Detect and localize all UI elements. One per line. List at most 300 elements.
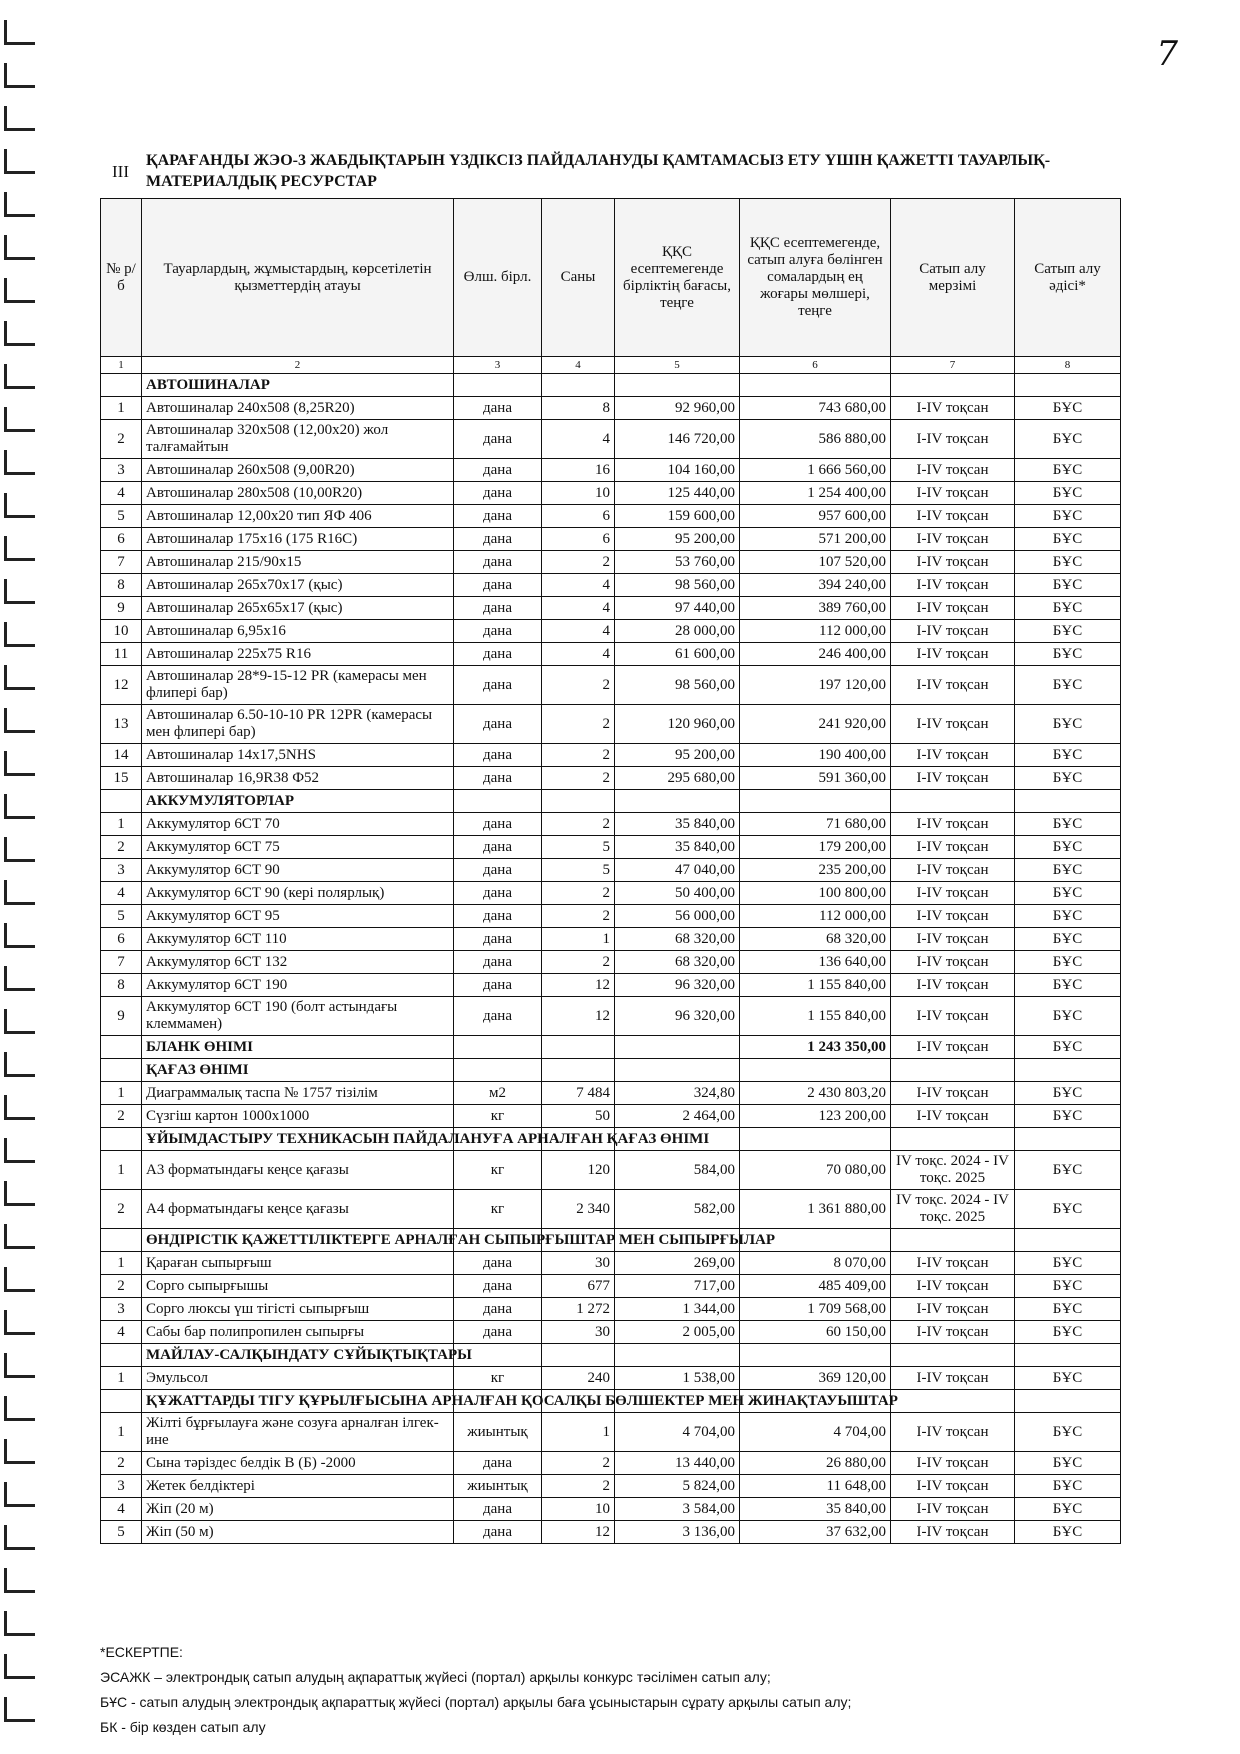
cell-number (101, 790, 142, 813)
cell-method: БҰС (1015, 505, 1121, 528)
cell-quantity: 12 (542, 974, 615, 997)
section-name: АККУМУЛЯТОРЛАР (142, 790, 454, 813)
column-number: 2 (142, 357, 454, 374)
cell-number: 11 (101, 643, 142, 666)
cell-method (1015, 1344, 1121, 1367)
cell-number: 8 (101, 574, 142, 597)
cell-unit: дана (454, 397, 542, 420)
binding-mark (4, 106, 35, 131)
cell-unit: кг (454, 1190, 542, 1229)
cell-number: 4 (101, 1498, 142, 1521)
cell-method: БҰС (1015, 1452, 1121, 1475)
cell-unit-price: 96 320,00 (615, 997, 740, 1036)
cell-total (740, 1059, 891, 1082)
cell-name: Автошиналар 260х508 (9,00R20) (142, 459, 454, 482)
cell-total: 586 880,00 (740, 420, 891, 459)
cell-number: 7 (101, 551, 142, 574)
cell-method: БҰС (1015, 951, 1121, 974)
cell-period: I-IV тоқсан (891, 620, 1015, 643)
cell-name: Аккумулятор 6СТ 90 (кері полярлық) (142, 882, 454, 905)
section-row (101, 790, 1121, 813)
binding-mark (4, 1009, 35, 1034)
cell-number: 14 (101, 744, 142, 767)
section-name: ҚҰЖАТТАРДЫ ТІГУ ҚҰРЫЛҒЫСЫНА АРНАЛҒАН ҚОСАЛҚЫ БӨЛШЕКТЕР МЕН ЖИНАҚТАУЫШТАР (142, 1390, 454, 1413)
column-number: 3 (454, 357, 542, 374)
cell-method: БҰС (1015, 1367, 1121, 1390)
section-title-text: ҚАРАҒАНДЫ ЖЭО-3 ЖАБДЫҚТАРЫН ҮЗДІКСІЗ ПАЙДАЛАНУДЫ ҚАМТАМАСЫЗ ЕТУ ҮШІН ҚАЖЕТТІ ТАУАРЛЫҚ-МАТЕРИАЛДЫҚ РЕСУРСТАР (146, 152, 1051, 190)
table-header-row (101, 199, 1121, 357)
section-name: МАЙЛАУ-САЛҚЫНДАТУ СҰЙЫҚТЫҚТАРЫ (142, 1344, 454, 1367)
binding-mark (4, 1181, 35, 1206)
cell-method (1015, 1229, 1121, 1252)
cell-name: Автошиналар 225х75 R16 (142, 643, 454, 666)
cell-quantity: 8 (542, 397, 615, 420)
cell-quantity: 7 484 (542, 1082, 615, 1105)
cell-unit-price: 68 320,00 (615, 928, 740, 951)
cell-total (740, 374, 891, 397)
cell-period: I-IV тоқсан (891, 859, 1015, 882)
cell-method: БҰС (1015, 1036, 1121, 1059)
cell-number: 1 (101, 1367, 142, 1390)
header-cell: Тауарлардың, жұмыстардың, көрсетілетін қызметтердің атауы (142, 199, 454, 357)
cell-unit: дана (454, 1275, 542, 1298)
cell-quantity: 2 340 (542, 1190, 615, 1229)
cell-total: 37 632,00 (740, 1521, 891, 1544)
cell-unit-price: 61 600,00 (615, 643, 740, 666)
table-row (101, 1521, 1121, 1544)
binding-mark (4, 1224, 35, 1249)
column-number: 8 (1015, 357, 1121, 374)
table-row (101, 951, 1121, 974)
cell-unit: дана (454, 744, 542, 767)
cell-period: I-IV тоқсан (891, 905, 1015, 928)
cell-period (891, 1229, 1015, 1252)
cell-unit-price: 146 720,00 (615, 420, 740, 459)
cell-quantity: 4 (542, 420, 615, 459)
cell-method: БҰС (1015, 705, 1121, 744)
cell-period: I-IV тоқсан (891, 882, 1015, 905)
cell-number: 15 (101, 767, 142, 790)
cell-method: БҰС (1015, 551, 1121, 574)
cell-quantity: 12 (542, 997, 615, 1036)
cell-quantity: 12 (542, 1521, 615, 1544)
cell-total: 70 080,00 (740, 1151, 891, 1190)
cell-name: Қараған сыпырғыш (142, 1252, 454, 1275)
cell-quantity: 2 (542, 1475, 615, 1498)
cell-name: Аккумулятор 6СТ 90 (142, 859, 454, 882)
cell-unit: дана (454, 1498, 542, 1521)
cell-period: I-IV тоқсан (891, 397, 1015, 420)
section-name: БЛАНК ӨНІМІ (142, 1036, 454, 1059)
cell-unit: дана (454, 1252, 542, 1275)
cell-unit-price: 92 960,00 (615, 397, 740, 420)
cell-unit-price: 28 000,00 (615, 620, 740, 643)
binding-mark (4, 1568, 35, 1593)
cell-unit: дана (454, 459, 542, 482)
cell-unit-price: 13 440,00 (615, 1452, 740, 1475)
cell-unit-price: 269,00 (615, 1252, 740, 1275)
binding-mark (4, 1353, 35, 1378)
cell-unit: дана (454, 420, 542, 459)
cell-number: 13 (101, 705, 142, 744)
cell-total: 107 520,00 (740, 551, 891, 574)
cell-unit-price: 35 840,00 (615, 813, 740, 836)
cell-name: Сорго люксы үш тігісті сыпырғыш (142, 1298, 454, 1321)
cell-period: I-IV тоқсан (891, 1452, 1015, 1475)
column-number: 5 (615, 357, 740, 374)
cell-number: 1 (101, 1151, 142, 1190)
cell-quantity: 30 (542, 1321, 615, 1344)
cell-unit-price: 1 344,00 (615, 1298, 740, 1321)
cell-unit: дана (454, 859, 542, 882)
cell-total: 11 648,00 (740, 1475, 891, 1498)
binding-mark (4, 1439, 35, 1464)
cell-period: I-IV тоқсан (891, 1298, 1015, 1321)
footnote-line: БК - бір көзден сатып алу (100, 1719, 266, 1735)
cell-unit-price: 324,80 (615, 1082, 740, 1105)
cell-number: 1 (101, 813, 142, 836)
binding-mark (4, 923, 35, 948)
table-row (101, 505, 1121, 528)
cell-number (101, 1390, 142, 1413)
table-row (101, 882, 1121, 905)
cell-total: 1 709 568,00 (740, 1298, 891, 1321)
cell-period: I-IV тоқсан (891, 974, 1015, 997)
cell-number (101, 374, 142, 397)
section-row (101, 1229, 1121, 1252)
cell-number: 2 (101, 1190, 142, 1229)
cell-unit: дана (454, 528, 542, 551)
cell-name: Аккумулятор 6СТ 110 (142, 928, 454, 951)
header-cell: ҚҚС есептемегенде бірліктің бағасы, теңге (615, 199, 740, 357)
cell-total: 100 800,00 (740, 882, 891, 905)
table-row (101, 859, 1121, 882)
cell-number: 9 (101, 997, 142, 1036)
cell-unit-price: 2 464,00 (615, 1105, 740, 1128)
cell-total (740, 1128, 891, 1151)
cell-unit: дана (454, 1298, 542, 1321)
cell-total: 485 409,00 (740, 1275, 891, 1298)
cell-number: 4 (101, 882, 142, 905)
binding-mark (4, 149, 35, 174)
cell-period: IV тоқс. 2024 - IV тоқс. 2025 (891, 1151, 1015, 1190)
cell-total: 957 600,00 (740, 505, 891, 528)
table-row (101, 974, 1121, 997)
section-row (101, 1059, 1121, 1082)
cell-quantity: 2 (542, 666, 615, 705)
cell-period: I-IV тоқсан (891, 1082, 1015, 1105)
cell-unit-price: 125 440,00 (615, 482, 740, 505)
cell-method: БҰС (1015, 974, 1121, 997)
cell-unit: дана (454, 997, 542, 1036)
cell-unit: дана (454, 620, 542, 643)
cell-unit-price: 98 560,00 (615, 666, 740, 705)
cell-unit-price: 3 584,00 (615, 1498, 740, 1521)
cell-name: Автошиналар 265х70х17 (қыс) (142, 574, 454, 597)
cell-total: 1 666 560,00 (740, 459, 891, 482)
cell-unit-price (615, 790, 740, 813)
footnote-line: БҰС - сатып алудың электрондық ақпараттық жүйесі (портал) арқылы баға ұсыныстарын сұрату арқылы сатып алу; (100, 1694, 852, 1710)
cell-period: I-IV тоқсан (891, 1321, 1015, 1344)
cell-name: Жіп (50 м) (142, 1521, 454, 1544)
table-row (101, 620, 1121, 643)
binding-mark (4, 278, 35, 303)
cell-name: Сына тәріздес белдік В (Б) -2000 (142, 1452, 454, 1475)
binding-mark (4, 20, 35, 45)
cell-total: 571 200,00 (740, 528, 891, 551)
cell-unit-price: 35 840,00 (615, 836, 740, 859)
table-row (101, 767, 1121, 790)
cell-method: БҰС (1015, 482, 1121, 505)
cell-method: БҰС (1015, 767, 1121, 790)
cell-unit: кг (454, 1105, 542, 1128)
cell-method: БҰС (1015, 928, 1121, 951)
cell-unit-price: 5 824,00 (615, 1475, 740, 1498)
cell-unit-price: 159 600,00 (615, 505, 740, 528)
cell-total: 1 361 880,00 (740, 1190, 891, 1229)
cell-method: БҰС (1015, 859, 1121, 882)
cell-method: БҰС (1015, 744, 1121, 767)
cell-total: 71 680,00 (740, 813, 891, 836)
binding-mark (4, 665, 35, 690)
cell-method: БҰС (1015, 574, 1121, 597)
cell-quantity: 4 (542, 643, 615, 666)
cell-total: 1 155 840,00 (740, 974, 891, 997)
cell-quantity: 2 (542, 951, 615, 974)
cell-unit-price (615, 374, 740, 397)
cell-unit: дана (454, 905, 542, 928)
cell-unit: дана (454, 882, 542, 905)
cell-method: БҰС (1015, 1252, 1121, 1275)
cell-total: 190 400,00 (740, 744, 891, 767)
cell-period: I-IV тоқсан (891, 767, 1015, 790)
cell-name: Сабы бар полипропилен сыпырғы (142, 1321, 454, 1344)
cell-method: БҰС (1015, 1275, 1121, 1298)
cell-total: 235 200,00 (740, 859, 891, 882)
cell-name: Автошиналар 12,00х20 тип ЯФ 406 (142, 505, 454, 528)
cell-quantity: 10 (542, 482, 615, 505)
table-row (101, 1275, 1121, 1298)
binding-mark (4, 751, 35, 776)
cell-name: Эмульсол (142, 1367, 454, 1390)
cell-unit-price: 584,00 (615, 1151, 740, 1190)
table-row (101, 420, 1121, 459)
cell-number: 12 (101, 666, 142, 705)
cell-number: 3 (101, 1475, 142, 1498)
cell-total: 197 120,00 (740, 666, 891, 705)
cell-total: 1 243 350,00 (740, 1036, 891, 1059)
header-cell: ҚҚС есептемегенде, сатып алуға бөлінген сомалардың ең жоғары мөлшері, теңге (740, 199, 891, 357)
cell-unit: дана (454, 666, 542, 705)
cell-quantity (542, 790, 615, 813)
cell-unit: дана (454, 1321, 542, 1344)
cell-quantity: 2 (542, 705, 615, 744)
cell-quantity: 30 (542, 1252, 615, 1275)
cell-quantity: 2 (542, 1452, 615, 1475)
cell-total: 60 150,00 (740, 1321, 891, 1344)
cell-method: БҰС (1015, 397, 1121, 420)
cell-name: Автошиналар 175х16 (175 R16C) (142, 528, 454, 551)
cell-period: I-IV тоқсан (891, 1036, 1015, 1059)
cell-unit (454, 1036, 542, 1059)
cell-period (891, 1390, 1015, 1413)
cell-period: I-IV тоқсан (891, 1105, 1015, 1128)
cell-unit: дана (454, 505, 542, 528)
table-row (101, 482, 1121, 505)
binding-mark (4, 321, 35, 346)
table-row (101, 597, 1121, 620)
cell-method: БҰС (1015, 1190, 1121, 1229)
cell-name: Жетек белдіктері (142, 1475, 454, 1498)
table-row (101, 528, 1121, 551)
cell-name: Жілті бұрғылауға және созуға арналған ілгек-ине (142, 1413, 454, 1452)
cell-unit: дана (454, 928, 542, 951)
cell-period: I-IV тоқсан (891, 1413, 1015, 1452)
cell-number: 2 (101, 1105, 142, 1128)
cell-total: 112 000,00 (740, 620, 891, 643)
section-name: ӨНДІРІСТІК ҚАЖЕТТІЛІКТЕРГЕ АРНАЛҒАН СЫПЫРҒЫШТАР МЕН СЫПЫРҒЫЛАР (142, 1229, 454, 1252)
cell-unit: дана (454, 813, 542, 836)
cell-quantity: 6 (542, 505, 615, 528)
cell-unit-price: 47 040,00 (615, 859, 740, 882)
cell-quantity (542, 1344, 615, 1367)
cell-unit-price (615, 1344, 740, 1367)
cell-quantity: 4 (542, 597, 615, 620)
cell-number: 7 (101, 951, 142, 974)
cell-number: 2 (101, 836, 142, 859)
cell-unit: м2 (454, 1082, 542, 1105)
column-number-row (101, 357, 1121, 374)
cell-total: 394 240,00 (740, 574, 891, 597)
cell-method: БҰС (1015, 459, 1121, 482)
cell-name: Аккумулятор 6СТ 190 (болт астындағы клеммамен) (142, 997, 454, 1036)
cell-method: БҰС (1015, 620, 1121, 643)
cell-unit-price: 96 320,00 (615, 974, 740, 997)
cell-number (101, 1128, 142, 1151)
cell-method (1015, 1128, 1121, 1151)
cell-method: БҰС (1015, 1521, 1121, 1544)
cell-total: 26 880,00 (740, 1452, 891, 1475)
cell-name: Автошиналар 265х65х17 (қыс) (142, 597, 454, 620)
cell-unit: дана (454, 482, 542, 505)
cell-number (101, 1036, 142, 1059)
cell-quantity: 1 272 (542, 1298, 615, 1321)
cell-unit: кг (454, 1367, 542, 1390)
cell-period: IV тоқс. 2024 - IV тоқс. 2025 (891, 1190, 1015, 1229)
binding-mark (4, 1654, 35, 1679)
cell-period: I-IV тоқсан (891, 505, 1015, 528)
cell-unit-price: 50 400,00 (615, 882, 740, 905)
cell-quantity: 50 (542, 1105, 615, 1128)
cell-method: БҰС (1015, 1321, 1121, 1344)
table-row (101, 744, 1121, 767)
cell-period: I-IV тоқсан (891, 836, 1015, 859)
cell-name: Автошиналар 6.50-10-10 PR 12PR (камерасы мен флипері бар) (142, 705, 454, 744)
cell-period (891, 1128, 1015, 1151)
table-row (101, 1413, 1121, 1452)
cell-unit: дана (454, 705, 542, 744)
cell-unit-price: 97 440,00 (615, 597, 740, 620)
cell-name: Аккумулятор 6СТ 75 (142, 836, 454, 859)
cell-unit: дана (454, 951, 542, 974)
cell-total: 179 200,00 (740, 836, 891, 859)
section-row (101, 1390, 1121, 1413)
cell-name: Аккумулятор 6СТ 132 (142, 951, 454, 974)
cell-total: 241 920,00 (740, 705, 891, 744)
table-row (101, 1252, 1121, 1275)
cell-name: Автошиналар 6,95х16 (142, 620, 454, 643)
cell-number: 8 (101, 974, 142, 997)
cell-number: 4 (101, 482, 142, 505)
cell-period: I-IV тоқсан (891, 744, 1015, 767)
cell-unit-price: 53 760,00 (615, 551, 740, 574)
cell-quantity: 1 (542, 928, 615, 951)
page-number: 7 (1156, 34, 1178, 74)
binding-mark (4, 1482, 35, 1507)
table-row (101, 997, 1121, 1036)
table-row (101, 836, 1121, 859)
cell-method (1015, 1059, 1121, 1082)
binding-mark (4, 794, 35, 819)
binding-mark (4, 1052, 35, 1077)
resources-table (100, 198, 1121, 1544)
cell-method: БҰС (1015, 666, 1121, 705)
cell-period (891, 1344, 1015, 1367)
cell-period: I-IV тоқсан (891, 1252, 1015, 1275)
cell-quantity (542, 1059, 615, 1082)
section-row (101, 1036, 1121, 1059)
cell-quantity: 2 (542, 744, 615, 767)
cell-total: 4 704,00 (740, 1413, 891, 1452)
cell-quantity: 4 (542, 574, 615, 597)
binding-mark (4, 407, 35, 432)
section-row (101, 374, 1121, 397)
cell-number: 1 (101, 397, 142, 420)
cell-total: 369 120,00 (740, 1367, 891, 1390)
cell-unit-price: 582,00 (615, 1190, 740, 1229)
table-row (101, 1475, 1121, 1498)
cell-method: БҰС (1015, 1151, 1121, 1190)
header-cell: Сатып алу мерзімі (891, 199, 1015, 357)
cell-name: Автошиналар 240х508 (8,25R20) (142, 397, 454, 420)
cell-unit: дана (454, 551, 542, 574)
cell-number: 1 (101, 1082, 142, 1105)
cell-name: Жіп (20 м) (142, 1498, 454, 1521)
cell-method: БҰС (1015, 813, 1121, 836)
cell-period: I-IV тоқсан (891, 1521, 1015, 1544)
cell-unit-price (615, 1036, 740, 1059)
binding-mark (4, 708, 35, 733)
cell-name: А4 форматындағы кеңсе қағазы (142, 1190, 454, 1229)
cell-name: Автошиналар 215/90х15 (142, 551, 454, 574)
cell-unit: дана (454, 574, 542, 597)
column-number: 1 (101, 357, 142, 374)
cell-unit: жиынтық (454, 1475, 542, 1498)
table-row (101, 643, 1121, 666)
cell-method: БҰС (1015, 997, 1121, 1036)
cell-total: 1 155 840,00 (740, 997, 891, 1036)
cell-method: БҰС (1015, 1413, 1121, 1452)
cell-total: 1 254 400,00 (740, 482, 891, 505)
cell-quantity: 1 (542, 1413, 615, 1452)
cell-number: 1 (101, 1252, 142, 1275)
cell-number (101, 1229, 142, 1252)
footnote-line: ЭСАЖК – электрондық сатып алудың ақпараттық жүйесі (портал) арқылы конкурс тәсілімен сатып алу; (100, 1669, 771, 1685)
cell-unit-price: 3 136,00 (615, 1521, 740, 1544)
cell-number: 1 (101, 1413, 142, 1452)
cell-period (891, 374, 1015, 397)
cell-period: I-IV тоқсан (891, 574, 1015, 597)
